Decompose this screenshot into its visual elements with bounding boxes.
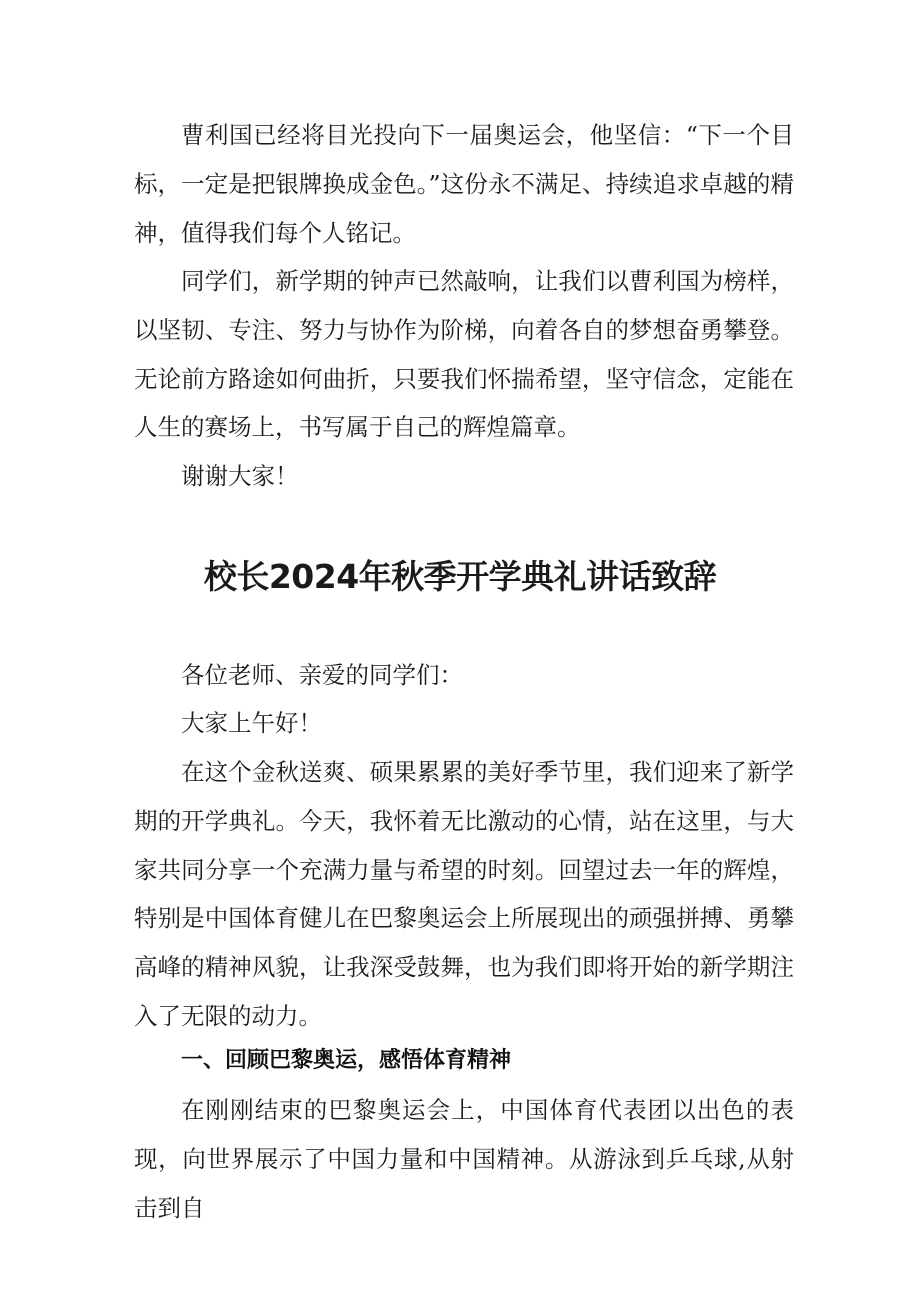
paragraph-olympic-goal: 曹利国已经将目光投向下一届奥运会，他坚信：“下一个目标，一定是把银牌换成金色。”这份永不满足、持续追求卓越的精神，值得我们每个人铭记。 <box>134 121 794 247</box>
greeting: 大家上午好！ <box>181 709 322 737</box>
speech-title: 校长2024年秋季开学典礼讲话致辞 <box>203 557 717 596</box>
paragraph-new-semester: 同学们，新学期的钟声已然敲响，让我们以曹利国为榜样，以坚韧、专注、努力与协作为阶梯，向着各自的梦想奋勇攀登。无论前方路途如何曲折，只要我们怀揣希望，坚守信念，定能在人生的赛场上，书写属于自己的辉煌篇章。 <box>134 267 794 442</box>
section-heading: 一、回顾巴黎奥运，感悟体育精神 <box>181 1048 512 1073</box>
paragraph-intro: 在这个金秋送爽、硕果累累的美好季节里，我们迎来了新学期的开学典礼。今天，我怀着无比激动的心情，站在这里，与大家共同分享一个充满力量与希望的时刻。回望过去一年的辉煌，特别是中国体育健儿在巴黎奥运会上所展现出的顽强拼搏、勇攀高峰的精神风貌，让我深受鼓舞，也为我们即将开始的新学期注入了无限的动力。 <box>134 758 794 1030</box>
paragraph-section-one: 在刚刚结束的巴黎奥运会上，中国体育代表团以出色的表现，向世界展示了中国力量和中国精神。从游泳到乒乓球,从射击到自 <box>134 1096 794 1222</box>
salutation: 各位老师、亲爱的同学们： <box>181 661 463 689</box>
paragraph-thanks: 谢谢大家！ <box>181 462 299 490</box>
